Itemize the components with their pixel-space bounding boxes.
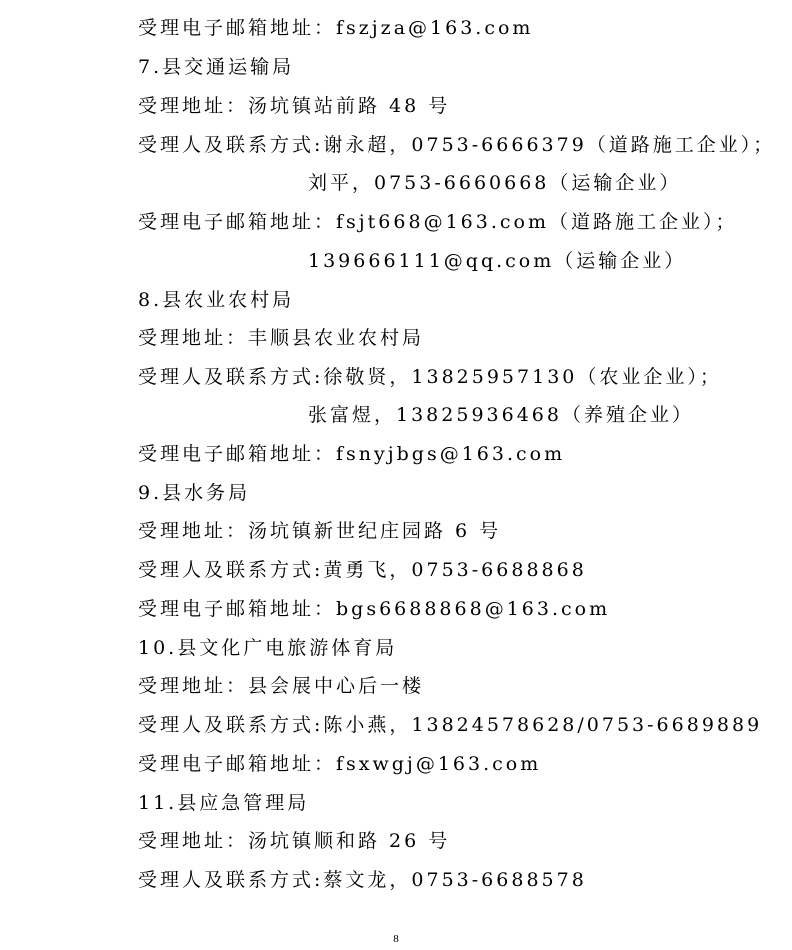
section-heading-emergency: 11.县应急管理局 <box>138 792 310 814</box>
contact-line-transport: 受理人及联系方式:谢永超，0753-6666379（道路施工企业）； <box>138 134 776 156</box>
email-line-water: 受理电子邮箱地址：bgs6688868@163.com <box>138 598 611 620</box>
address-line-transport: 受理地址：汤坑镇站前路 48 号 <box>138 95 451 117</box>
address-line-agriculture: 受理地址：丰顺县农业农村局 <box>138 327 425 349</box>
contact-line-agriculture-2: 张富煜，13825936468（养殖企业） <box>308 404 694 426</box>
contact-line-emergency: 受理人及联系方式:蔡文龙，0753-6688578 <box>138 869 587 891</box>
contact-line-water: 受理人及联系方式:黄勇飞，0753-6688868 <box>138 559 587 581</box>
email-line-dept6: 受理电子邮箱地址：fszjza@163.com <box>138 17 534 39</box>
email-line-agriculture: 受理电子邮箱地址：fsnyjbgs@163.com <box>138 443 566 465</box>
contact-line-transport-2: 刘平，0753-6660668（运输企业） <box>308 172 682 194</box>
email-line-culture: 受理电子邮箱地址：fsxwgj@163.com <box>138 753 542 775</box>
contact-line-culture: 受理人及联系方式:陈小燕，13824578628/0753-6689889 <box>138 714 763 736</box>
contact-line-agriculture: 受理人及联系方式:徐敬贤，13825957130（农业企业）； <box>138 366 722 388</box>
email-line-transport-2: 139666111@qq.com（运输企业） <box>308 250 687 272</box>
address-line-water: 受理地址：汤坑镇新世纪庄园路 6 号 <box>138 520 502 542</box>
email-line-transport: 受理电子邮箱地址：fsjt668@163.com（道路施工企业）； <box>138 211 738 233</box>
section-heading-water: 9.县水务局 <box>138 482 251 504</box>
page-number: 8 <box>393 933 399 945</box>
section-heading-culture: 10.县文化广电旅游体育局 <box>138 637 398 659</box>
address-line-culture: 受理地址：县会展中心后一楼 <box>138 675 425 697</box>
section-heading-agriculture: 8.县农业农村局 <box>138 289 295 311</box>
address-line-emergency: 受理地址：汤坑镇顺和路 26 号 <box>138 830 451 852</box>
section-heading-transport: 7.县交通运输局 <box>138 56 295 78</box>
